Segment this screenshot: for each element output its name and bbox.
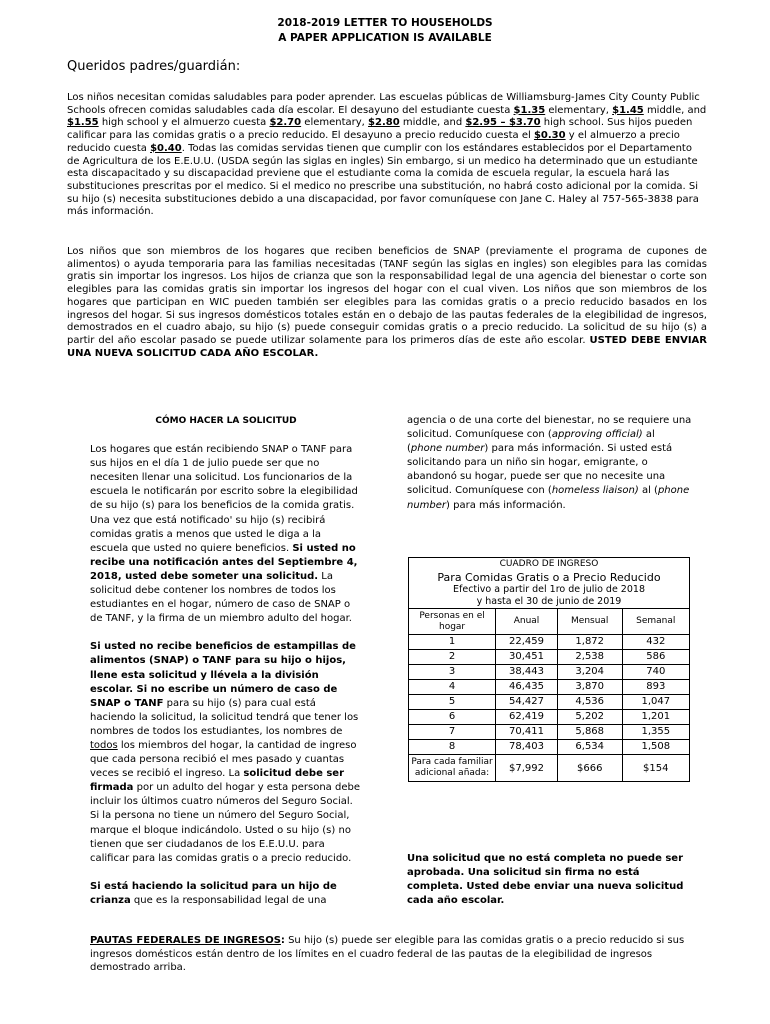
federal-guidelines-paragraph: PAUTAS FEDERALES DE INGRESOS: Su hijo (s) puede ser elegible para las comidas gratis o a precio reducido si sus ingresos domésticos están dentro de los límites en el cuadro federal de las pautas de la elegibilidad de ingresos demostrado arriba. <box>90 935 685 973</box>
price-reduced-breakfast: $0.30 <box>533 130 566 142</box>
letter-title-line2: A PAPER APPLICATION IS AVAILABLE <box>278 32 492 44</box>
eligibility-paragraph: Los niños que son miembros de los hogares que reciben beneficios de SNAP (previamente el programa de cupones de alimentos) o ayuda temporaria para las familias necesitadas (TANF según las siglas en ingles) son elegibles para las comidas gratis sin importar los ingresos. Los hijos de crianza que son la responsabilidad legal de una agencia del bienestar o corte son elegibles para las comidas gratis sin importar los ingresos del hogar con el cual viven. Los niños que son miembros de los hogares que participan en WIC pueden también ser elegibles para las comidas gratis o a precio reducido basados en los ingresos del hogar. Si sus ingresos domésticos totales están en o debajo de las pautas federales de la elegibilidad de ingresos, demostrados en el cuadro abajo, su hijo (s) puede conseguir comidas gratis o a precio reducido. La solicitud de su hijo (s) a partir del año escolar pasado se puede utilizar solamente para los primeros días de este año escolar. USTED DEBE ENVIAR UNA NUEVA SOLICITUD CADA AÑO ESCOLAR. <box>67 246 707 359</box>
price-lunch-high: $2.95 – $3.70 <box>465 117 541 129</box>
price-breakfast-high: $1.55 <box>67 117 99 129</box>
price-breakfast-middle: $1.45 <box>612 104 644 116</box>
price-lunch-elementary: $2.70 <box>269 117 302 129</box>
table-row: 4 46,435 3,870 893 <box>409 680 690 695</box>
income-chart-table <box>408 557 690 782</box>
additional-member-row: Para cada familiar adicional añada: $7,992 $666 $154 <box>409 755 690 782</box>
price-reduced-lunch: $0.40 <box>150 142 182 154</box>
column-header-persons: Personas en el hogar <box>409 609 496 635</box>
income-chart-subtitle: Para Comidas Gratis o a Precio Reducido <box>409 571 690 584</box>
contact-paragraph: agencia o de una corte del bienestar, no se requiere una solicitud. Comuníquese con (approving official) al (phone number) para más información. Si usted está solicitando para un niño sin hogar, emigrante, o abandonó su hogar, puede ser que no necesite una solicitud. Comuníquese con (homeless liaison) al (phone number) para más información. <box>407 415 692 511</box>
federal-guidelines-heading: PAUTAS FEDERALES DE INGRESOS <box>90 935 281 946</box>
no-benefits-paragraph: Si usted no recibe beneficios de estampillas de alimentos (SNAP) o TANF para su hijo o hijos, llene esta solicitud y llévela a la división escolar. Si no escribe un número de caso de SNAP o TANF para su hijo (s) para cual está haciendo la solicitud, la solicitud tendrá que tener los nombres de todos los estudiantes, los nombres de todos los miembros del hogar, la cantidad de ingreso que cada persona recibió el mes pasado y cuantas veces se recibió el ingreso. La solicitud debe ser firmada por un adulto del hogar y esta persona debe incluir los últimos cuatro números del Seguro Social. Si la persona no tiene un número del Seguro Social, marque el bloque indicándolo. Usted o su hijo (s) no tienen que ser ciudadanos de los E.E.U.U. para calificar para las comidas gratis o a precio reducido. <box>90 641 360 864</box>
how-to-apply-section <box>90 414 362 922</box>
foster-child-paragraph: Si está haciendo la solicitud para un hijo de crianza que es la responsabilidad legal de una <box>90 880 337 906</box>
snap-tanf-paragraph: Los hogares que están recibiendo SNAP o TANF para sus hijos en el día 1 de julio puede ser que no necesiten llenar una solicitud. Los funcionarios de la escuela le notificarán por escrito sobre la elegibilidad de su hijo (s) para los beneficios de la comida gratis. Una vez que está notificado' su hijo (s) recibirá comidas gratis a menos que usted le diga a la escuela que usted no quiere beneficios. Si usted no recibe una notificación antes del Septiembre 4, 2018, usted debe someter una solicitud. La solicitud debe contener los nombres de todos los estudiantes en el hogar, número de caso de SNAP o de TANF, y la firma de un miembro adulto del hogar. <box>90 444 358 625</box>
income-chart-title: CUADRO DE INGRESO <box>409 558 690 572</box>
income-chart-effective-dates: Efectivo a partir del 1ro de julio de 2018 y hasta el 30 de junio de 2019 <box>409 584 690 609</box>
how-to-apply-title: CÓMO HACER LA SOLICITUD <box>155 416 297 426</box>
column-header-annual: Anual <box>496 609 558 635</box>
incomplete-application-warning: Una solicitud que no está completa no puede ser aprobada. Una solicitud sin firma no está completa. Usted debe enviar una nueva solicitud cada año escolar. <box>407 853 684 907</box>
table-row: 7 70,411 5,868 1,355 <box>409 725 690 740</box>
table-row: 3 38,443 3,204 740 <box>409 665 690 680</box>
table-row: 6 62,419 5,202 1,201 <box>409 710 690 725</box>
table-row: 8 78,403 6,534 1,508 <box>409 740 690 755</box>
price-lunch-middle: $2.80 <box>368 117 400 129</box>
phone-number-placeholder: phone number <box>407 485 690 511</box>
foster-homeless-section <box>407 414 692 513</box>
phone-number-placeholder: phone number <box>410 443 485 455</box>
greeting: Queridos padres/guardián: <box>67 59 241 74</box>
meal-prices-paragraph: Los niños necesitan comidas saludables para poder aprender. Las escuelas públicas de Williamsburg-James City County Public Schools ofrecen comidas saludables cada día escolar. El desayuno del estudiante cuesta $1.35 elementary, $1.45 middle, and $1.55 high school y el almuerzo cuesta $2.70 elementary, $2.80 middle, and $2.95 – $3.70 high school. Sus hijos pueden calificar para las comidas gratis o a precio reducido. El desayuno a precio reducido cuesta el $0.30 y el almuerzo a precio reducido cuesta $0.40. Todas las comidas servidas tienen que cumplir con los estándares establecidos por el Departamento de Agricultura de los E.E.U.U. (USDA según las siglas en ingles) Sin embargo, si un medico ha determinado que un estudiante esta discapacitado y su discapacidad previene que el estudiante coma la comida de escuela regular, la escuela hará las substituciones prescritas por el medico. Si el medico no prescribe una substitución, no habrá costo adicional por la comida. Si su hijo (s) necesita substituciones debido a una discapacidad, por favor comuníquese con Jane C. Haley al 757-565-3838 para más información. <box>67 92 707 218</box>
homeless-liaison-placeholder: homeless liaison) <box>551 485 639 497</box>
approving-official-placeholder: approving official) <box>551 429 643 441</box>
letter-title-line1: 2018-2019 LETTER TO HOUSEHOLDS <box>277 17 493 29</box>
table-row: 1 22,459 1,872 432 <box>409 635 690 650</box>
price-breakfast-elementary: $1.35 <box>513 104 546 116</box>
column-header-weekly: Semanal <box>622 609 689 635</box>
new-application-notice: USTED DEBE ENVIAR UNA NUEVA SOLICITUD CADA AÑO ESCOLAR. <box>67 334 707 359</box>
column-header-monthly: Mensual <box>557 609 622 635</box>
table-row: 2 30,451 2,538 586 <box>409 650 690 665</box>
table-row: 5 54,427 4,536 1,047 <box>409 695 690 710</box>
